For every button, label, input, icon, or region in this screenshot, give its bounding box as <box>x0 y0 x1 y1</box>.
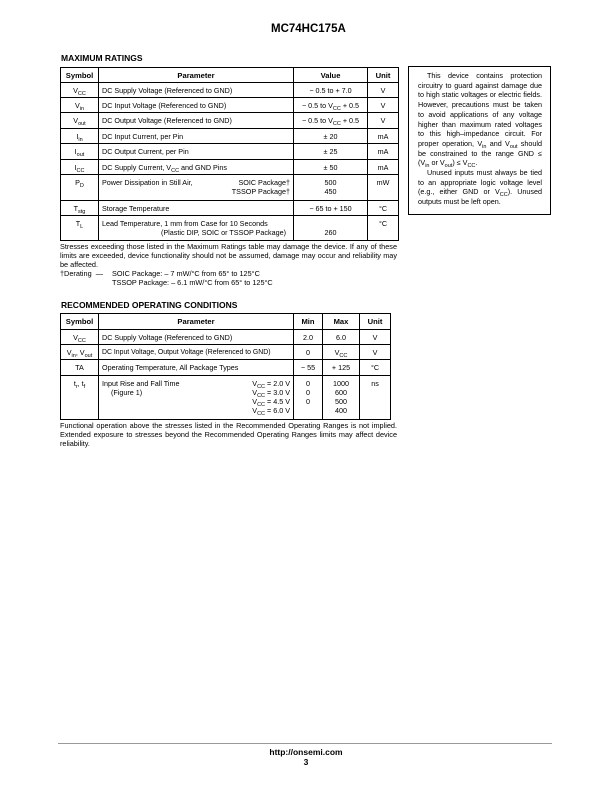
vcc-condition <box>252 406 290 415</box>
value-cell <box>294 83 368 98</box>
text-span <box>99 376 294 420</box>
min-value <box>297 406 319 415</box>
unit-cell: mA <box>368 129 399 144</box>
value-cell <box>294 144 368 160</box>
subscript: CC <box>76 168 85 174</box>
text-span: ns <box>360 376 391 420</box>
text-span: V <box>74 101 80 110</box>
unit-cell: V <box>368 98 399 113</box>
text-span: SOIC Package† <box>238 178 290 187</box>
text-span: 450 <box>324 187 337 196</box>
subscript: f <box>83 384 86 390</box>
max-value: 500 <box>335 397 347 406</box>
max-ratings-title: MAXIMUM RATINGS <box>61 53 143 63</box>
subscript: CC <box>332 106 341 112</box>
text-span: DC Output Current, per Pin <box>102 147 189 156</box>
text-span: + 0.5 <box>340 116 360 125</box>
header-parameter: Parameter <box>99 68 294 83</box>
text-span: DC Input Voltage, Output Voltage (Referenced to GND) <box>99 345 294 360</box>
text-span <box>294 219 367 237</box>
subscript: L <box>80 224 84 230</box>
text-span: = 2.0 V <box>265 379 290 388</box>
esd-note-p1 <box>418 71 542 168</box>
text-span: , t <box>77 379 84 388</box>
text-span: ) ≤ V <box>452 158 468 168</box>
derating-label: †Derating — <box>60 269 103 278</box>
vcc-condition <box>252 388 290 397</box>
subscript: r <box>75 384 78 390</box>
symbol-cell <box>61 216 99 241</box>
text-span: DC Input Current, per Pin <box>102 132 184 141</box>
text-span: − 65 to + 150 <box>309 204 352 213</box>
table-header-row <box>61 68 399 83</box>
header-min: Min <box>294 314 323 330</box>
text-span: DC Supply Current, V <box>102 163 172 172</box>
page-number: 3 <box>303 757 309 767</box>
symbol-cell <box>61 98 99 113</box>
text-span <box>232 178 290 196</box>
symbol-cell <box>61 160 99 175</box>
subscript: CC <box>257 402 266 408</box>
text-span: (Figure 1) <box>111 388 143 397</box>
symbol-cell <box>61 201 99 216</box>
table-row <box>61 160 399 175</box>
text-span: ± 25 <box>323 147 338 156</box>
text-span <box>323 376 360 420</box>
text-span: 500 <box>324 178 337 187</box>
text-span: V <box>73 116 79 125</box>
parameter-cell <box>99 201 294 216</box>
text-span: V <box>66 348 72 357</box>
max-value: 600 <box>335 388 347 397</box>
text-span: = 3.0 V <box>265 388 290 397</box>
text-span: 6.0 <box>323 330 360 345</box>
footer-divider <box>58 743 552 744</box>
min-value: 0 <box>306 379 310 388</box>
table-header-row <box>61 314 391 330</box>
table-row <box>61 129 399 144</box>
min-value: 0 <box>306 397 310 406</box>
parameter-cell <box>99 144 294 160</box>
text-span: TA <box>61 360 99 376</box>
text-span: 0 <box>294 345 323 360</box>
subscript: CC <box>171 168 180 174</box>
subscript: CC <box>77 91 86 97</box>
text-span <box>61 345 99 360</box>
derating-soic: SOIC Package: – 7 mW/°C from 65° to 125°C <box>112 269 260 278</box>
text-span <box>61 83 399 241</box>
header-unit: Unit <box>360 314 391 330</box>
symbol-cell <box>61 175 99 201</box>
text-span: Input Rise and Fall Time <box>102 379 180 388</box>
subscript: in <box>425 163 430 170</box>
value-cell <box>294 129 368 144</box>
text-span: TSSOP Package† <box>231 187 290 196</box>
text-span: DC Supply Voltage (Referenced to GND) <box>102 86 233 95</box>
parameter-cell <box>99 83 294 98</box>
text-span: + 0.5 <box>340 101 360 110</box>
text-span <box>252 379 290 415</box>
unit-cell: V <box>368 83 399 98</box>
table-row <box>61 144 399 160</box>
subscript: D <box>79 183 84 189</box>
header-unit: Unit <box>368 68 399 83</box>
text-span: ). Unused outputs must be left open. <box>418 187 542 207</box>
max-value: 400 <box>335 406 347 415</box>
parameter-cell <box>99 175 294 201</box>
esd-note-p2 <box>418 168 542 207</box>
value-cell <box>294 113 368 129</box>
text-span: 2.0 <box>294 330 323 345</box>
text-span <box>61 330 99 345</box>
header-value: Value <box>294 68 368 83</box>
unit-cell: V <box>368 113 399 129</box>
subscript: in <box>482 143 487 150</box>
table-row <box>61 98 399 113</box>
text-span: V <box>360 330 391 345</box>
subscript: CC <box>339 353 348 359</box>
text-span: Unused inputs must always be tied to an appropriate logic voltage level (e.g., either GND or V <box>418 168 542 197</box>
text-span: V <box>252 379 258 388</box>
symbol-cell <box>61 129 99 144</box>
text-span: Storage Temperature <box>102 204 170 213</box>
unit-cell: °C <box>368 216 399 241</box>
table-row <box>61 330 391 345</box>
max-ratings-table <box>60 67 399 241</box>
table-row <box>61 360 391 376</box>
text-span: − 55 <box>294 360 323 376</box>
derating-note <box>60 269 273 287</box>
value-cell <box>294 201 368 216</box>
text-span: t <box>73 379 76 388</box>
subscript: out <box>84 353 93 359</box>
min-value: 0 <box>306 388 310 397</box>
unit-cell: mW <box>368 175 399 201</box>
table-row <box>61 345 391 360</box>
subscript: in <box>78 137 83 143</box>
subscript: CC <box>257 393 266 399</box>
text-span: = 4.5 V <box>265 397 290 406</box>
table-row <box>61 216 399 241</box>
symbol-cell <box>61 144 99 160</box>
value-cell <box>294 216 368 241</box>
subscript: CC <box>77 338 86 344</box>
text-span: ± 50 <box>323 163 338 172</box>
subscript: out <box>76 152 85 158</box>
vcc-condition <box>252 397 290 406</box>
page-title: MC74HC175A <box>271 23 346 35</box>
text-span: I <box>74 163 77 172</box>
text-span: 260 <box>324 228 337 237</box>
table-row <box>61 175 399 201</box>
rec-conditions-table <box>60 313 391 420</box>
text-span: − 0.5 to + 7.0 <box>309 86 352 95</box>
table-row <box>61 83 399 98</box>
subscript: CC <box>467 163 476 170</box>
text-span <box>61 68 399 83</box>
value-cell <box>294 175 368 201</box>
subscript: in <box>79 106 85 112</box>
text-span: should be constrained to the range GND ≤ (V <box>418 138 542 168</box>
text-span: V <box>334 348 340 357</box>
subscript: CC <box>332 121 341 127</box>
parameter-cell <box>99 98 294 113</box>
subscript: CC <box>499 192 508 199</box>
value-cell <box>294 98 368 113</box>
rec-conditions-note: Functional operation above the stresses listed in the Recommended Operating Ranges is not implied. Extended exposure to stresses beyond the Recommended Operating Ranges limits may affect device reliability. <box>60 421 397 448</box>
text-span <box>61 376 99 420</box>
subscript: out <box>444 163 453 170</box>
rec-conditions-title: RECOMMENDED OPERATING CONDITIONS <box>61 300 238 310</box>
text-span: and GND Pins <box>179 163 227 172</box>
text-span: (Plastic DIP, SOIC or TSSOP Package) <box>160 228 286 237</box>
unit-cell: mA <box>368 144 399 160</box>
text-span: + 125 <box>323 360 360 376</box>
table-row <box>61 201 399 216</box>
footer-url[interactable]: http://onsemi.com <box>269 747 343 757</box>
table-row <box>61 113 399 129</box>
text-span: Power Dissipation in Still Air, <box>102 178 193 187</box>
subscript: CC <box>257 384 266 390</box>
text-span: = 6.0 V <box>265 406 290 415</box>
header-symbol: Symbol <box>61 68 99 83</box>
text-span: °C <box>360 360 391 376</box>
header-parameter: Parameter <box>99 314 294 330</box>
text-span: DC Output Voltage (Referenced to GND) <box>102 116 232 125</box>
text-span: T <box>73 204 79 213</box>
text-span: and V <box>486 138 510 148</box>
text-span: I <box>76 132 79 141</box>
text-span: This device contains protection circuitry to guard against damage due to high static voltages or electric fields. However, precautions must be taken to avoid applications of any voltage higher than maximum rated voltages to this high–impedance circuit. For proper operation, V <box>418 71 542 148</box>
text-span: − 0.5 to V <box>301 101 333 110</box>
subscript: out <box>509 143 518 150</box>
subscript: stg <box>78 209 86 215</box>
text-span: , V <box>75 348 85 357</box>
text-span: ± 20 <box>323 132 338 141</box>
text-span: V <box>73 86 78 95</box>
text-span: Lead Temperature, 1 mm from Case for 10 Seconds <box>102 219 268 228</box>
value-cell <box>294 160 368 175</box>
subscript: in <box>71 353 76 359</box>
parameter-cell <box>99 113 294 129</box>
text-span: V <box>73 333 78 342</box>
symbol-cell <box>61 83 99 98</box>
text-span <box>323 345 360 360</box>
text-span <box>61 314 391 420</box>
text-span: DC Supply Voltage (Referenced to GND) <box>99 330 294 345</box>
text-span: Operating Temperature, All Package Types <box>99 360 294 376</box>
text-span: V <box>360 345 391 360</box>
text-span: − 0.5 to V <box>301 116 333 125</box>
text-span: V <box>252 406 258 415</box>
unit-cell: mA <box>368 160 399 175</box>
symbol-cell <box>61 113 99 129</box>
parameter-cell <box>99 129 294 144</box>
text-span <box>294 376 323 420</box>
max-ratings-note: Stresses exceeding those listed in the Maximum Ratings table may damage the device. If any of these limits are exceeded, device functionality should not be assumed, damage may occur and reliability may be affected. <box>60 242 397 269</box>
esd-note-box <box>408 66 551 215</box>
parameter-cell <box>99 216 294 241</box>
text-span: or V <box>429 158 445 168</box>
subscript: CC <box>257 411 266 417</box>
header-symbol: Symbol <box>61 314 99 330</box>
text-span: I <box>74 147 77 156</box>
subscript: out <box>78 121 86 127</box>
table-row <box>61 376 391 420</box>
header-max: Max <box>323 314 360 330</box>
text-span: P <box>75 178 80 187</box>
max-value: 1000 <box>333 379 349 388</box>
text-span: DC Input Voltage (Referenced to GND) <box>102 101 227 110</box>
vcc-condition <box>252 379 290 388</box>
text-span: V <box>252 388 258 397</box>
derating-tssop: TSSOP Package: – 6.1 mW/°C from 65° to 125°C <box>112 278 273 287</box>
text-span: . <box>475 158 478 168</box>
unit-cell: °C <box>368 201 399 216</box>
text-span: V <box>252 397 258 406</box>
parameter-cell <box>99 160 294 175</box>
text-span: T <box>75 219 81 228</box>
